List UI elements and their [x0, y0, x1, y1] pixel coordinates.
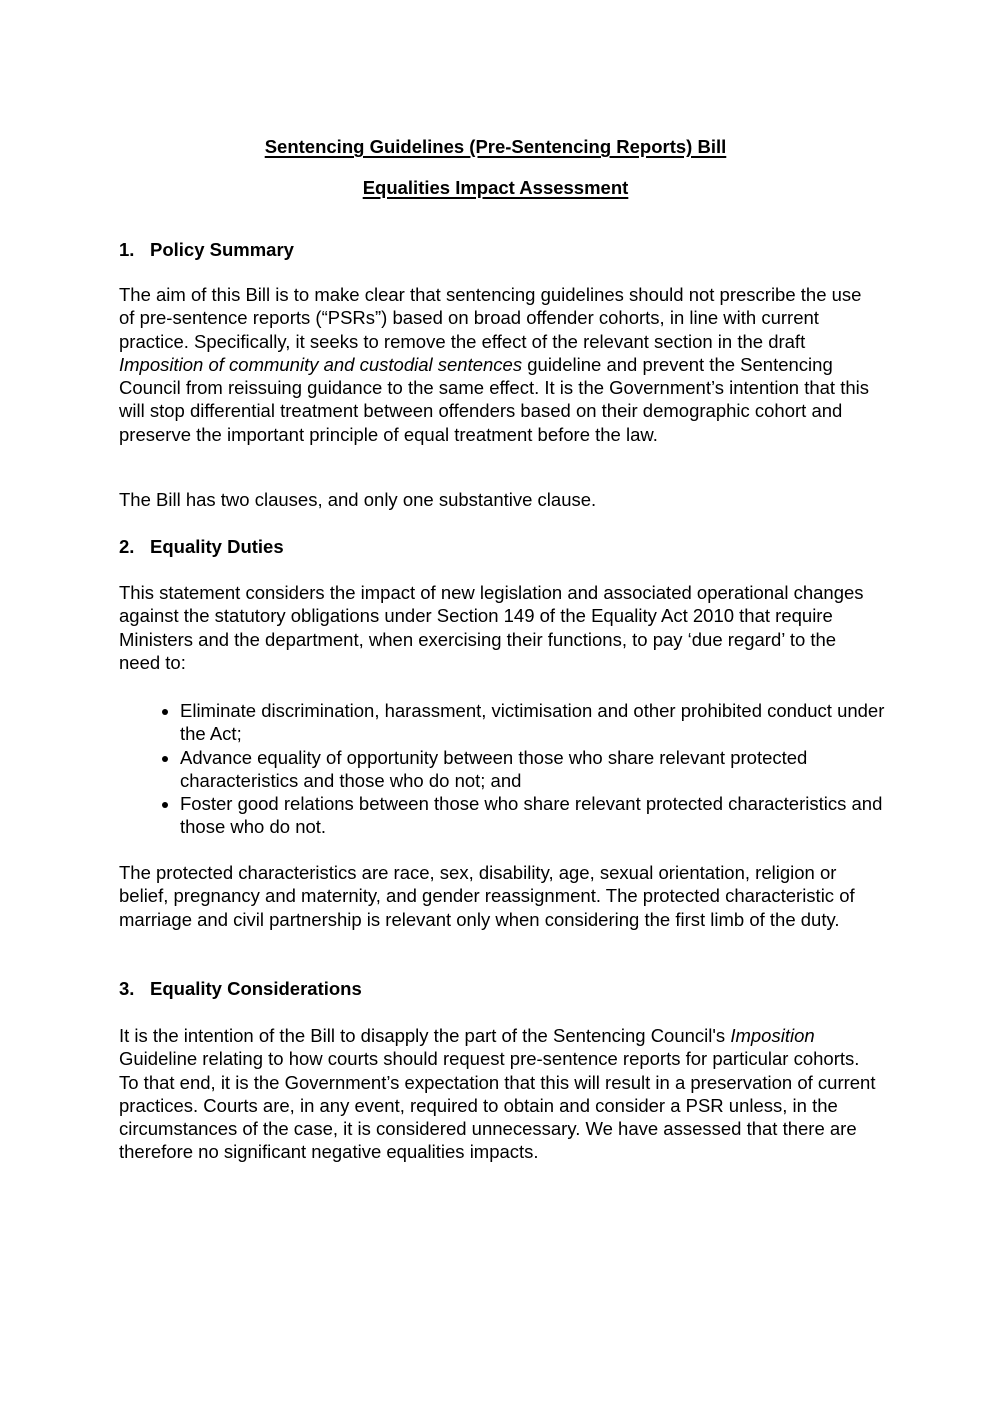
bill-clauses-paragraph: The Bill has two clauses, and only one substantive clause. [119, 489, 597, 510]
document-subtitle: Equalities Impact Assessment [362, 177, 629, 198]
paragraph-text: Guideline relating to how courts should request pre-sentence reports for particular cohorts. To that end, it is the Government’s expectation that this will result in a preservation of current practices. Courts are, in any event, required to obtain and consider a PSR unless, in the circumstances of the case, it is considered unnecessary. We have assessed that there are therefore no significant negative equalities impacts. [119, 1048, 876, 1163]
section-title: Equality Considerations [150, 978, 362, 999]
section-title: Equality Duties [150, 536, 284, 557]
duty-bullet-list [146, 699, 900, 839]
section-heading-equality-duties [119, 536, 284, 558]
paragraph-text: guideline and prevent the Sentencing Council from reissuing guidance to the same effect. It is the Government’s intention that this will stop differential treatment between offenders based on their demographic cohort and preserve the important principle of equal treatment before the law. [119, 353, 869, 445]
section-heading-policy-summary [119, 239, 294, 261]
section-number: 1. [119, 239, 135, 260]
section-title: Policy Summary [150, 239, 294, 260]
list-item: • Foster good relations between those who share relevant protected characteristics and those who do not. [180, 792, 900, 839]
paragraph-text: The aim of this Bill is to make clear that sentencing guidelines should not prescribe the use of pre-sentence reports (“PSRs”) based on broad offender cohorts, in line with current practice. Specifically, it seeks to remove the effect of the relevant section in the draft [119, 284, 862, 352]
equality-considerations-paragraph [119, 1024, 879, 1164]
policy-summary-paragraph [119, 283, 879, 446]
guideline-title-italic: Imposition of community and custodial sentences [119, 353, 523, 375]
equality-duties-intro: This statement considers the impact of new legislation and associated operational changes against the statutory obligations under Section 149 of the Equality Act 2010 that require Ministers and the department, when exercising their functions, to pay ‘due regard’ to the need to: [119, 582, 864, 673]
protected-characteristics-paragraph: The protected characteristics are race, sex, disability, age, sexual orientation, religion or belief, pregnancy and maternity, and gender reassignment. The protected characteristic of marriage and civil partnership is relevant only when considering the first limb of the duty. [119, 862, 855, 930]
paragraph-text: It is the intention of the Bill to disapply the part of the Sentencing Council's [119, 1025, 731, 1046]
section-number: 3. [119, 978, 135, 999]
list-item: • Advance equality of opportunity between those who share relevant protected characteristics and those who do not; and [180, 746, 900, 793]
list-item: • Eliminate discrimination, harassment, victimisation and other prohibited conduct under the Act; [180, 699, 900, 746]
guideline-name-italic: Imposition [730, 1025, 815, 1046]
section-number: 2. [119, 536, 135, 557]
section-heading-equality-considerations [119, 978, 362, 1000]
document-title: Sentencing Guidelines (Pre-Sentencing Reports) Bill [264, 136, 727, 157]
